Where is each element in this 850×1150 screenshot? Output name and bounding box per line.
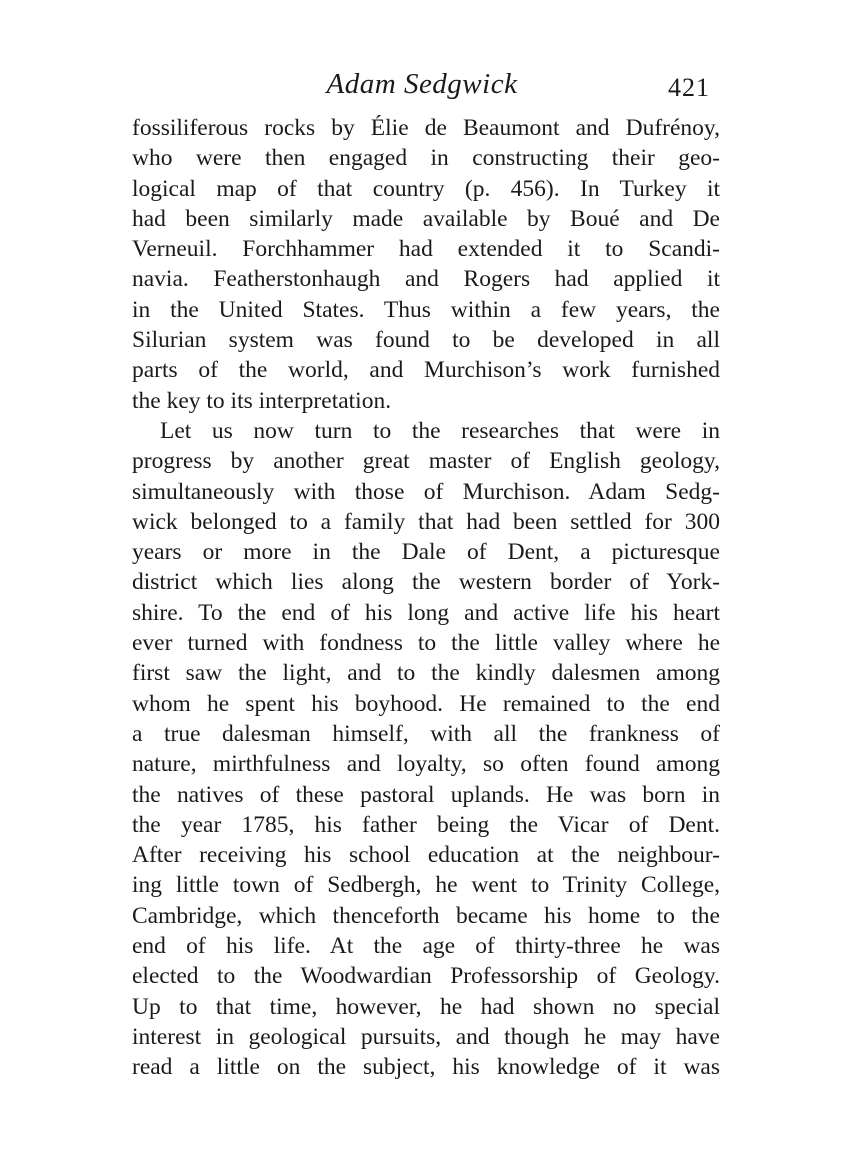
text-line: Cambridge, which thenceforth became his home to the [132, 902, 720, 929]
text-line: district which lies along the western border of York- [132, 569, 720, 596]
text-line: Let us now turn to the researches that were in [160, 417, 720, 444]
running-title: Adam Sedgwick [326, 68, 518, 100]
text-line: had been similarly made available by Boué and De [132, 205, 720, 232]
text-line: first saw the light, and to the kindly dalesmen among [132, 660, 720, 687]
text-line: parts of the world, and Murchison’s work furnished [132, 357, 720, 384]
text-line: the year 1785, his father being the Vicar of Dent. [132, 811, 720, 838]
text-line: end of his life. At the age of thirty-three he was [132, 933, 720, 960]
page-header [132, 66, 712, 106]
paragraph [132, 113, 720, 416]
text-line: elected to the Woodwardian Professorship of Geology. [132, 963, 720, 990]
text-line: simultaneously with those of Murchison. Adam Sedg- [132, 478, 720, 505]
page-number: 421 [668, 73, 710, 102]
text-line: fossiliferous rocks by Élie de Beaumont and Dufrénoy, [132, 115, 720, 141]
text-line: who were then engaged in constructing their geo- [132, 145, 720, 172]
text-line: in the United States. Thus within a few years, the [132, 296, 720, 323]
text-line: years or more in the Dale of Dent, a picturesque [132, 539, 720, 566]
text-line: whom he spent his boyhood. He remained to the end [132, 690, 720, 717]
body-text [132, 113, 720, 1083]
paragraph [132, 416, 720, 1083]
text-line: progress by another great master of English geology, [132, 448, 720, 475]
text-line: a true dalesman himself, with all the frankness of [132, 720, 720, 747]
text-line: interest in geological pursuits, and though he may have [132, 1023, 720, 1050]
text-line: nature, mirthfulness and loyalty, so often found among [132, 751, 720, 778]
text-line: logical map of that country (p. 456). In Turkey it [132, 175, 720, 202]
text-line: navia. Featherstonhaugh and Rogers had applied it [132, 266, 720, 293]
text-line: Silurian system was found to be developed in all [132, 327, 720, 354]
text-line: Up to that time, however, he had shown no special [132, 993, 720, 1020]
text-line: Verneuil. Forchhammer had extended it to Scandi- [132, 236, 720, 263]
text-line: read a little on the subject, his knowledge of it was [132, 1054, 720, 1081]
text-line: wick belonged to a family that had been settled for 300 [132, 508, 720, 535]
text-line: ever turned with fondness to the little valley where he [132, 630, 720, 657]
text-line: After receiving his school education at the neighbour- [132, 842, 720, 869]
text-line: the natives of these pastoral uplands. He was born in [132, 781, 720, 808]
text-line: ing little town of Sedbergh, he went to Trinity College, [132, 872, 720, 899]
text-line: shire. To the end of his long and active life his heart [132, 599, 720, 626]
text-line: the key to its interpretation. [132, 387, 392, 414]
